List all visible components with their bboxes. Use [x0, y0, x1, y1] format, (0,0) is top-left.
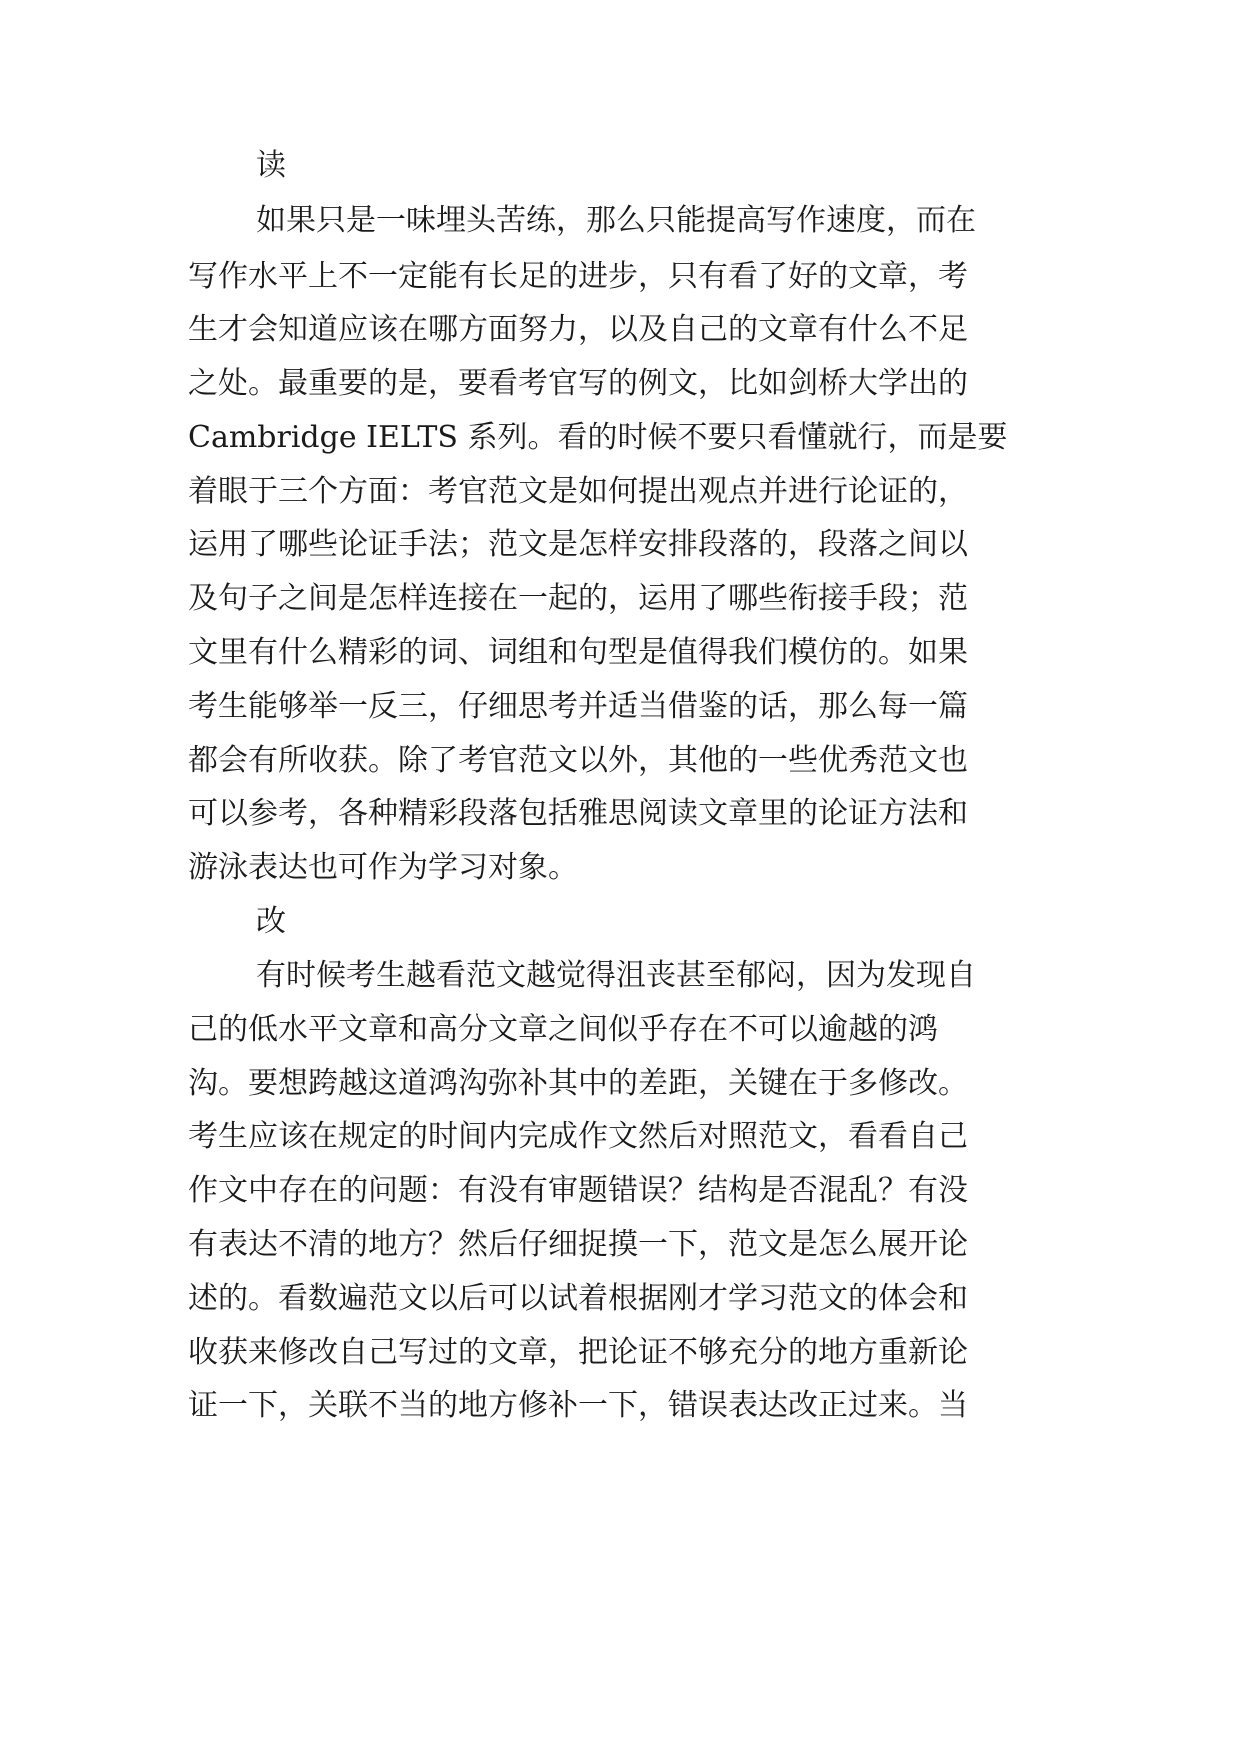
section-heading-revise: 改 — [256, 904, 286, 939]
paragraph-line: 文里有什么精彩的词、词组和句型是值得我们模仿的。如果 — [188, 635, 968, 670]
paragraph-line: 可以参考，各种精彩段落包括雅思阅读文章里的论证方法和 — [188, 796, 968, 831]
paragraph-line: 生才会知道应该在哪方面努力，以及自己的文章有什么不足 — [188, 312, 968, 347]
paragraph-line: 考生能够举一反三，仔细思考并适当借鉴的话，那么每一篇 — [188, 689, 968, 724]
paragraph-line: 考生应该在规定的时间内完成作文然后对照范文，看看自己 — [188, 1119, 968, 1154]
paragraph-line: 有表达不清的地方？然后仔细捉摸一下，范文是怎么展开论 — [188, 1227, 968, 1262]
paragraph-line: 着眼于三个方面：考官范文是如何提出观点并进行论证的， — [188, 474, 968, 509]
paragraph-line: 写作水平上不一定能有长足的进步，只有看了好的文章，考 — [188, 259, 968, 294]
paragraph-line: 证一下，关联不当的地方修补一下，错误表达改正过来。当 — [188, 1388, 968, 1423]
paragraph-line: 有时候考生越看范文越觉得沮丧甚至郁闷，因为发现自 — [256, 958, 976, 993]
paragraph-line: Cambridge IELTS 系列。看的时候不要只看懂就行，而是要 — [188, 420, 1008, 455]
paragraph-line: 述的。看数遍范文以后可以试着根据刚才学习范文的体会和 — [188, 1281, 968, 1316]
paragraph-line: 作文中存在的问题：有没有审题错误？结构是否混乱？有没 — [188, 1173, 968, 1208]
section-heading-read: 读 — [256, 148, 286, 183]
paragraph-line: 己的低水平文章和高分文章之间似乎存在不可以逾越的鸿 — [188, 1012, 938, 1047]
paragraph-line: 如果只是一味埋头苦练，那么只能提高写作速度，而在 — [256, 203, 976, 238]
paragraph-line: 及句子之间是怎样连接在一起的，运用了哪些衔接手段；范 — [188, 581, 968, 616]
paragraph-line: 之处。最重要的是，要看考官写的例文，比如剑桥大学出的 — [188, 366, 968, 401]
paragraph-line: 运用了哪些论证手法；范文是怎样安排段落的，段落之间以 — [188, 527, 968, 562]
paragraph-line: 沟。要想跨越这道鸿沟弥补其中的差距，关键在于多修改。 — [188, 1066, 968, 1101]
paragraph-line: 收获来修改自己写过的文章，把论证不够充分的地方重新论 — [188, 1335, 968, 1370]
paragraph-line: 游泳表达也可作为学习对象。 — [188, 850, 578, 885]
paragraph-line: 都会有所收获。除了考官范文以外，其他的一些优秀范文也 — [188, 743, 968, 778]
